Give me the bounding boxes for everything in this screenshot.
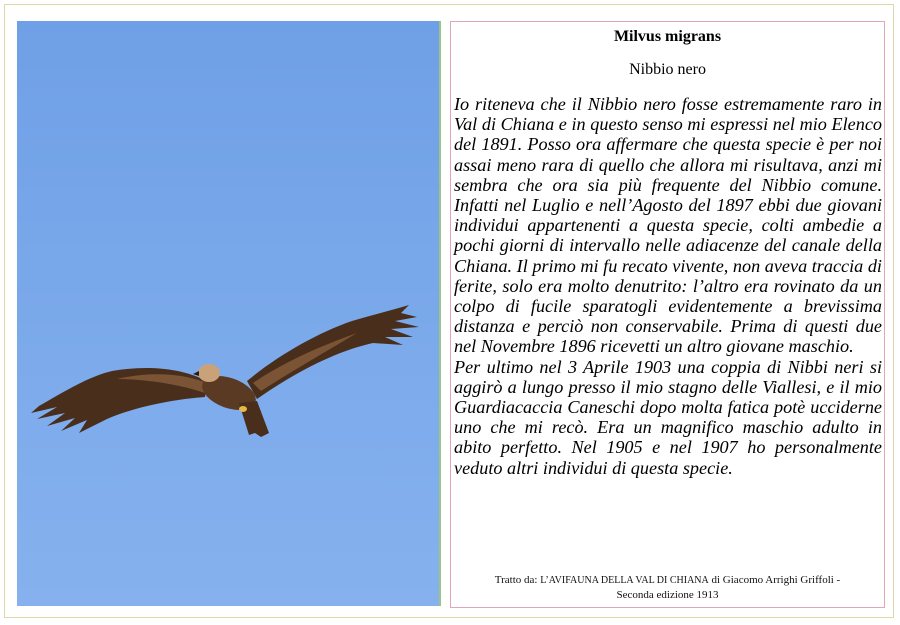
bird-photo — [17, 21, 439, 606]
credit-book-title: L’AVIFAUNA DELLA VAL DI CHIANA — [540, 575, 709, 586]
species-title: Milvus migrans — [613, 28, 722, 45]
description-text — [454, 94, 882, 478]
paragraph-1: Io riteneva che il Nibbio nero fosse estremamente raro in Val di Chiana e in questo senso mi espressi nel mio Elenco del 1891. Posso ora affermare che questa specie è per noi assai meno rara di quello che allora mi risultava, anzi mi sembra che ora sia più frequente del Nibbio comune. Infatti nel Luglio e nell’Agosto del 1897 ebbi due giovani individui appartenenti a questa specie, colti ambedie a pochi giorni di intervallo nelle adiacenze del canale della Chiana. Il primo mi fu recato vivente, non aveva traccia di ferite, solo era molto denutrito: l’altro era rovinato da un colpo di fucile sparatogli evidentemente a brevissima distanza e perciò non conservabile. Prima di questi due nel Novembre 1896 ricevetti un altro giovane maschio. — [454, 94, 882, 357]
credit-author: di Giacomo Arrighi Griffoli - — [711, 574, 841, 586]
paragraph-2: Per ultimo nel 3 Aprile 1903 una coppia di Nibbi neri si aggirò a lungo presso il mio stagno delle Viallesi, e il mio Guardiacaccia Caneschi dopo molta fatica potè ucciderne uno che mi recò. Era un magnifico maschio adulto in abito perfetto. Nel 1905 e nel 1907 ho personalmente veduto altri individui di questa specie. — [454, 356, 882, 478]
photo-edge-line — [439, 21, 441, 606]
credit-prefix: Tratto da: — [494, 574, 538, 586]
credit-edition: Seconda edizione 1913 — [616, 589, 719, 601]
black-kite-illustration — [17, 21, 439, 606]
common-name: Nibbio nero — [629, 61, 706, 78]
text-panel — [450, 21, 885, 608]
source-credit — [451, 573, 884, 603]
